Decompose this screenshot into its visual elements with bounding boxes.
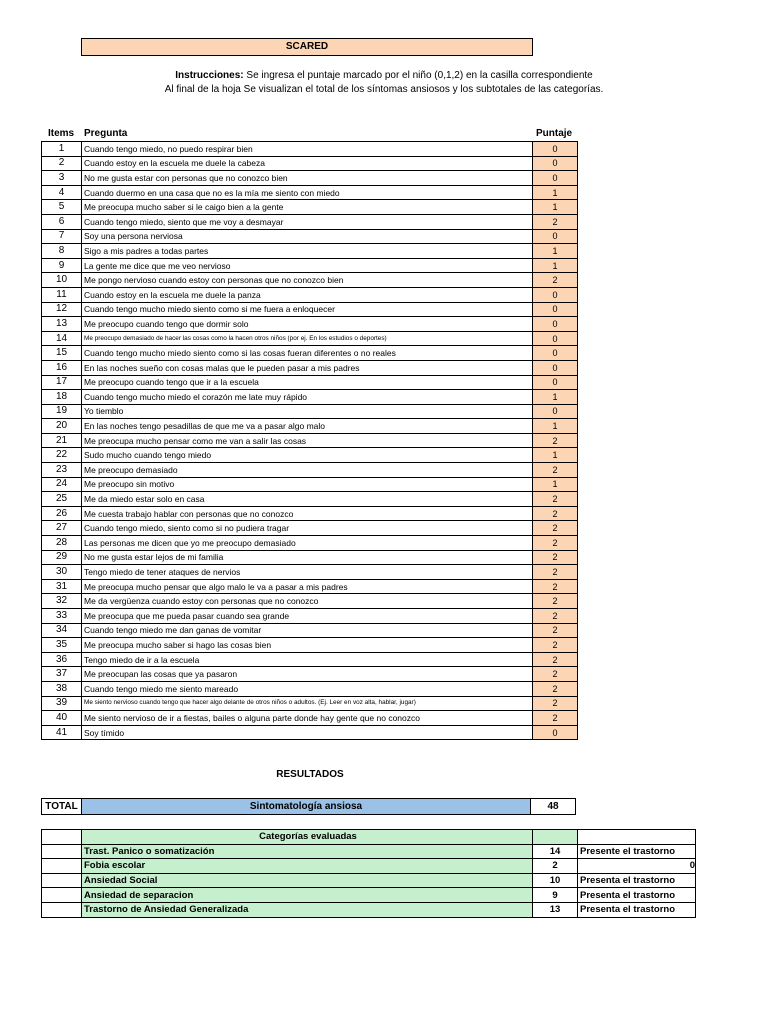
question-row (42, 404, 578, 419)
item-number: 19 (42, 404, 82, 419)
item-question: Soy una persona nerviosa (82, 229, 533, 244)
item-number: 36 (42, 652, 82, 667)
item-score-cell[interactable]: 0 (533, 302, 578, 317)
item-score-cell[interactable]: 2 (533, 565, 578, 580)
item-number: 13 (42, 317, 82, 332)
item-question: Cuando tengo miedo, no puedo respirar bien (82, 142, 533, 157)
category-blank-cell (42, 902, 82, 917)
category-score: 13 (533, 902, 578, 917)
item-score-cell[interactable]: 1 (533, 258, 578, 273)
category-score: 10 (533, 873, 578, 888)
item-question: Cuando estoy en la escuela me duele la panza (82, 287, 533, 302)
item-number: 35 (42, 638, 82, 653)
item-question: Me siento nervioso de ir a fiestas, bailes o alguna parte donde hay gente que no conozco (82, 711, 533, 726)
item-question: No me gusta estar lejos de mi familia (82, 550, 533, 565)
category-name: Ansiedad Social (82, 873, 533, 888)
item-score-cell[interactable]: 2 (533, 521, 578, 536)
category-result: Presenta el trastorno (578, 888, 696, 903)
category-result: Presenta el trastorno (578, 873, 696, 888)
item-number: 21 (42, 433, 82, 448)
total-value[interactable]: 48 (531, 799, 576, 815)
item-score-cell[interactable]: 1 (533, 200, 578, 215)
item-question: Me siento nervioso cuando tengo que hacer algo delante de otros niños o adultos. (Ej. Leer en voz alta, hablar, jugar) (82, 696, 533, 711)
instructions-label: Instrucciones: (175, 70, 244, 81)
item-score-cell[interactable]: 2 (533, 550, 578, 565)
item-score-cell[interactable]: 2 (533, 609, 578, 624)
category-row (42, 902, 696, 917)
page-title: SCARED (81, 38, 533, 56)
question-row (42, 521, 578, 536)
item-number: 24 (42, 477, 82, 492)
category-name: Ansiedad de separacion (82, 888, 533, 903)
item-question: No me gusta estar con personas que no conozco bien (82, 171, 533, 186)
item-question: Cuando tengo miedo, siento como si no pudiera tragar (82, 521, 533, 536)
category-blank-cell (42, 888, 82, 903)
question-row (42, 623, 578, 638)
item-score-cell[interactable]: 1 (533, 390, 578, 405)
category-result: 0 (578, 859, 696, 874)
item-question: Me preocupa mucho pensar como me van a salir las cosas (82, 433, 533, 448)
total-label: TOTAL (42, 799, 82, 815)
question-row (42, 477, 578, 492)
category-name: Trast. Panico o somatización (82, 844, 533, 859)
item-score-cell[interactable]: 1 (533, 419, 578, 434)
question-row (42, 448, 578, 463)
item-number: 41 (42, 725, 82, 740)
total-table (41, 798, 576, 815)
question-row (42, 492, 578, 507)
question-row (42, 550, 578, 565)
item-number: 7 (42, 229, 82, 244)
question-row (42, 229, 578, 244)
item-number: 40 (42, 711, 82, 726)
category-blank-cell (42, 844, 82, 859)
item-number: 8 (42, 244, 82, 259)
item-question: Yo tiemblo (82, 404, 533, 419)
category-score: 2 (533, 859, 578, 874)
item-score-cell[interactable]: 0 (533, 317, 578, 332)
category-score: 9 (533, 888, 578, 903)
question-row (42, 171, 578, 186)
item-score-cell[interactable]: 0 (533, 142, 578, 157)
question-row (42, 302, 578, 317)
item-number: 18 (42, 390, 82, 405)
question-row (42, 200, 578, 215)
item-question: Me cuesta trabajo hablar con personas que no conozco (82, 506, 533, 521)
instructions-text-1: Se ingresa el puntaje marcado por el niño (0,1,2) en la casilla correspondiente (243, 70, 593, 81)
total-name: Sintomatología ansiosa (82, 799, 531, 815)
item-question: Me preocupo demasiado de hacer las cosas como la hacen otros niños (por ej. En los estudios o deportes) (82, 331, 533, 346)
item-question: Cuando tengo miedo me siento mareado (82, 681, 533, 696)
header-items: Items (48, 128, 75, 139)
item-number: 6 (42, 214, 82, 229)
item-number: 11 (42, 287, 82, 302)
item-number: 20 (42, 419, 82, 434)
item-question: Sigo a mis padres a todas partes (82, 244, 533, 259)
categories-table (41, 829, 696, 918)
question-row (42, 375, 578, 390)
item-score-cell[interactable]: 1 (533, 448, 578, 463)
item-score-cell[interactable]: 2 (533, 463, 578, 478)
categories-blank-cell (42, 830, 82, 845)
item-score-cell[interactable]: 0 (533, 171, 578, 186)
item-score-cell[interactable]: 0 (533, 725, 578, 740)
item-score-cell[interactable]: 2 (533, 273, 578, 288)
categories-header: Categorías evaluadas (82, 830, 533, 845)
category-row (42, 844, 696, 859)
question-row (42, 463, 578, 478)
categories-header-result-cell (578, 830, 696, 845)
category-blank-cell (42, 873, 82, 888)
item-number: 22 (42, 448, 82, 463)
question-row (42, 214, 578, 229)
question-row (42, 317, 578, 332)
item-question: Me preocupo sin motivo (82, 477, 533, 492)
item-number: 9 (42, 258, 82, 273)
item-number: 5 (42, 200, 82, 215)
item-question: Me preocupo demasiado (82, 463, 533, 478)
categories-header-row (42, 830, 696, 845)
item-number: 39 (42, 696, 82, 711)
item-score-cell[interactable]: 2 (533, 579, 578, 594)
item-score-cell[interactable]: 1 (533, 244, 578, 259)
item-question: Las personas me dicen que yo me preocupo demasiado (82, 536, 533, 551)
category-result: Presente el trastorno (578, 844, 696, 859)
item-question: Cuando tengo mucho miedo siento como si las cosas fueran diferentes o no reales (82, 346, 533, 361)
item-score-cell[interactable]: 2 (533, 594, 578, 609)
category-name: Trastorno de Ansiedad Generalizada (82, 902, 533, 917)
item-score-cell[interactable]: 2 (533, 433, 578, 448)
question-row (42, 565, 578, 580)
question-row (42, 725, 578, 740)
item-number: 15 (42, 346, 82, 361)
question-row (42, 360, 578, 375)
item-number: 29 (42, 550, 82, 565)
item-number: 26 (42, 506, 82, 521)
item-question: Me preocupa mucho saber si hago las cosas bien (82, 638, 533, 653)
question-row (42, 652, 578, 667)
item-question: Me pongo nervioso cuando estoy con personas que no conozco bien (82, 273, 533, 288)
question-row (42, 185, 578, 200)
item-question: Me preocupo cuando tengo que dormir solo (82, 317, 533, 332)
item-score-cell[interactable]: 0 (533, 229, 578, 244)
item-question: Cuando tengo miedo, siento que me voy a desmayar (82, 214, 533, 229)
category-result: Presenta el trastorno (578, 902, 696, 917)
item-number: 28 (42, 536, 82, 551)
item-number: 12 (42, 302, 82, 317)
item-score-cell[interactable]: 0 (533, 287, 578, 302)
item-question: Me preocupa que me pueda pasar cuando sea grande (82, 609, 533, 624)
item-score-cell[interactable]: 2 (533, 506, 578, 521)
item-question: Cuando tengo mucho miedo el corazón me late muy rápido (82, 390, 533, 405)
item-score-cell[interactable]: 2 (533, 711, 578, 726)
item-number: 10 (42, 273, 82, 288)
item-number: 3 (42, 171, 82, 186)
total-row (42, 799, 576, 815)
question-row (42, 536, 578, 551)
question-row (42, 142, 578, 157)
item-question: Cuando duermo en una casa que no es la mía me siento con miedo (82, 185, 533, 200)
item-number: 1 (42, 142, 82, 157)
question-row (42, 696, 578, 711)
results-title: RESULTADOS (276, 769, 344, 780)
item-number: 33 (42, 609, 82, 624)
item-question: Me preocupan las cosas que ya pasaron (82, 667, 533, 682)
item-score-cell[interactable]: 0 (533, 331, 578, 346)
category-row (42, 888, 696, 903)
question-row (42, 244, 578, 259)
question-row (42, 287, 578, 302)
item-number: 2 (42, 156, 82, 171)
item-number: 31 (42, 579, 82, 594)
item-number: 14 (42, 331, 82, 346)
item-score-cell[interactable]: 2 (533, 696, 578, 711)
item-question: Me preocupa mucho saber si le caigo bien a la gente (82, 200, 533, 215)
question-row (42, 390, 578, 405)
item-question: Me da vergüenza cuando estoy con personas que no conozco (82, 594, 533, 609)
instructions-line-1 (0, 69, 768, 82)
item-number: 4 (42, 185, 82, 200)
question-row (42, 594, 578, 609)
item-score-cell[interactable]: 2 (533, 667, 578, 682)
item-score-cell[interactable]: 1 (533, 477, 578, 492)
item-question: Cuando tengo mucho miedo siento como si me fuera a enloquecer (82, 302, 533, 317)
item-question: Tengo miedo de tener ataques de nervios (82, 565, 533, 580)
item-number: 17 (42, 375, 82, 390)
item-question: En las noches sueño con cosas malas que le pueden pasar a mis padres (82, 360, 533, 375)
question-row (42, 156, 578, 171)
item-score-cell[interactable]: 1 (533, 185, 578, 200)
item-number: 38 (42, 681, 82, 696)
question-row (42, 681, 578, 696)
item-score-cell[interactable]: 0 (533, 346, 578, 361)
item-score-cell[interactable]: 0 (533, 360, 578, 375)
questions-body (42, 142, 578, 740)
item-question: Me da miedo estar solo en casa (82, 492, 533, 507)
item-number: 27 (42, 521, 82, 536)
header-pregunta: Pregunta (84, 128, 128, 139)
item-question: En las noches tengo pesadillas de que me va a pasar algo malo (82, 419, 533, 434)
item-score-cell[interactable]: 2 (533, 623, 578, 638)
question-row (42, 346, 578, 361)
categories-body (42, 830, 696, 918)
question-row (42, 711, 578, 726)
question-row (42, 638, 578, 653)
item-question: Me preocupo cuando tengo que ir a la escuela (82, 375, 533, 390)
item-number: 37 (42, 667, 82, 682)
instructions-line-2: Al final de la hoja Se visualizan el total de los síntomas ansiosos y los subtotales de las categorías. (164, 84, 604, 95)
category-blank-cell (42, 859, 82, 874)
item-number: 25 (42, 492, 82, 507)
question-row (42, 258, 578, 273)
question-row (42, 433, 578, 448)
question-row (42, 506, 578, 521)
item-score-cell[interactable]: 2 (533, 214, 578, 229)
category-score: 14 (533, 844, 578, 859)
item-question: Soy tímido (82, 725, 533, 740)
item-number: 23 (42, 463, 82, 478)
question-row (42, 273, 578, 288)
item-number: 32 (42, 594, 82, 609)
question-row (42, 667, 578, 682)
item-question: Tengo miedo de ir a la escuela (82, 652, 533, 667)
item-question: La gente me dice que me veo nervioso (82, 258, 533, 273)
question-row (42, 609, 578, 624)
question-row (42, 331, 578, 346)
item-score-cell[interactable]: 2 (533, 652, 578, 667)
item-question: Sudo mucho cuando tengo miedo (82, 448, 533, 463)
item-score-cell[interactable]: 0 (533, 156, 578, 171)
category-row (42, 873, 696, 888)
item-score-cell[interactable]: 0 (533, 404, 578, 419)
question-row (42, 419, 578, 434)
item-score-cell[interactable]: 2 (533, 492, 578, 507)
questions-table (41, 141, 578, 740)
item-number: 34 (42, 623, 82, 638)
item-question: Cuando estoy en la escuela me duele la cabeza (82, 156, 533, 171)
category-row (42, 859, 696, 874)
item-number: 16 (42, 360, 82, 375)
item-score-cell[interactable]: 2 (533, 536, 578, 551)
item-score-cell[interactable]: 2 (533, 638, 578, 653)
item-question: Me preocupa mucho pensar que algo malo le va a pasar a mis padres (82, 579, 533, 594)
question-row (42, 579, 578, 594)
item-question: Cuando tengo miedo me dan ganas de vomitar (82, 623, 533, 638)
item-number: 30 (42, 565, 82, 580)
category-name: Fobia escolar (82, 859, 533, 874)
categories-header-score-cell (533, 830, 578, 845)
item-score-cell[interactable]: 0 (533, 375, 578, 390)
header-puntaje: Puntaje (536, 128, 573, 139)
item-score-cell[interactable]: 2 (533, 681, 578, 696)
